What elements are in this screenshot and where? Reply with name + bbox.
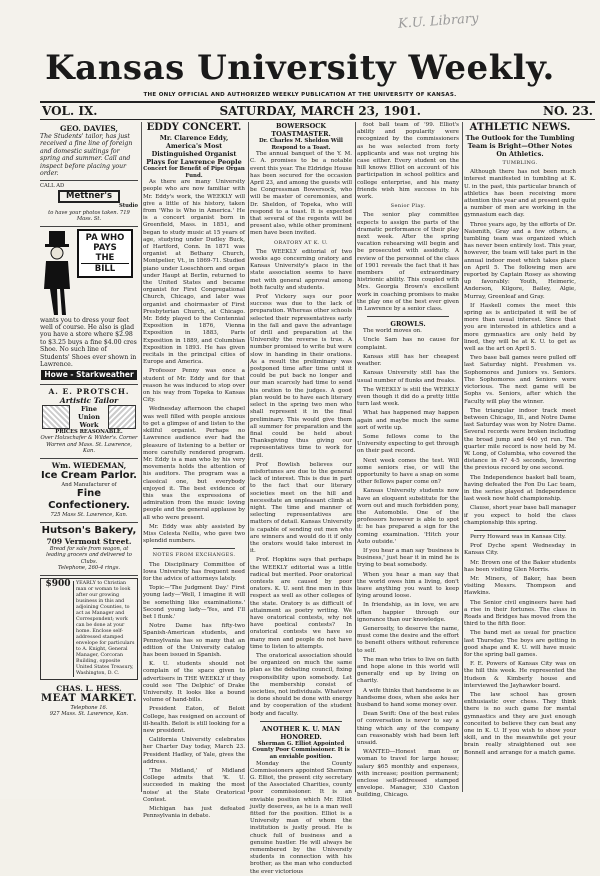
hess-address: 927 Mass. St. Lawrence, Kan.	[49, 711, 129, 718]
article-paragraph: Mr. Eddy was ably assisted by Miss Celesta Nellis, who gave two splendid numbers.	[143, 523, 245, 545]
article-deck: Sherman G. Elliot Appointed County Poor Commissioner. It is an enviable position.	[252, 740, 350, 761]
growls-column	[357, 122, 459, 799]
article-paragraph: Topic—'The Judgment Day.' First young lady—'Well, I imagine it will be something like examinations.' Second young lady—'Yes, and I'll bet I flunk.'	[143, 585, 245, 620]
article-paragraph: Kansas University still has the usual number of flunks and freaks.	[357, 370, 459, 384]
article-paragraph: If Haskell comes the meet this spring as is anticipated it will be of more than usual interest. Since that you are interested in athletics and a more gymnastics are only held by lined, they will be at K. U. to get as well as the art on April 5.	[464, 302, 576, 353]
article-paragraph: As there are many University people who are now familiar with Mr. Eddy's work, the WEEKLY will give a little of his history, taken from 'Who is Who in America.' He is a concert organist born in Greenfield, Mass. in 1851, and began to study music at 15 years of age, studying under Dudley Buck, of Hartford, Conn. In 1871 was organist at Bethany Church, Montpelier, Vt., in 1869-71. Studied piano under Loeschhorn and organ under Haupt at Berlin, returned to the United States and became organist for First Congregational Church, Chicago, and later was organist and choirmaster of First Presbyterian Church, at Chicago. Mr. Eddy played to the Centennial Exposition in 1876, Vienna Exposition in 1883, Paris Exposition in 1889, and Columbian Exposition in 1893. He has given recitals in the principal cities of Europe and America.	[143, 179, 245, 366]
davies-body: The Students' tailor, has just received a fine line of foreign and domestic suitings for spring and summer. Call and inspect before placing your order.	[40, 133, 133, 178]
toastmaster-column	[250, 122, 352, 875]
volume-label: VOL. IX.	[42, 104, 98, 118]
article-paragraph: WANTED—Honest man or woman to travel for large house; salary $65 monthly and expenses, with increase; position permanent; enclose self-addressed stamped envelope. Manager, 330 Caxton building, Chicago.	[357, 749, 459, 799]
yearly-employment-ad	[40, 578, 138, 680]
howe-starkweather-ad	[40, 227, 138, 385]
protsch-prices: PRICES REASONABLE.	[55, 428, 123, 435]
article-paragraph: Wednesday afternoon the chapel was well filled with people anxious to get a glimpse of and listen to the skillful organist. Perhaps no Lawrence audience ever had the pleasure of listening to a better or more carefully rendered program. Mr. Eddy is a man who by his very movements holds the attention of his auditors. The program was a classical one, but everybody enjoyed it. The best evidence of this was the expressions of admiration from the music loving people and the general applause by all who were present.	[143, 406, 245, 521]
article-paragraph: Some fellows come to the University expecting to get through on their past record.	[357, 433, 459, 455]
article-headline: ATHLETIC NEWS.	[469, 122, 571, 133]
article-paragraph: Clause, short year base ball manager if you expect to hold the class championship this spring.	[464, 505, 576, 526]
article-paragraph: Prof Dyche spent Wednesday in Kansas City.	[464, 543, 576, 557]
hess-name: CHAS. L. HESS.	[56, 683, 122, 693]
article-paragraph: Uncle Sam has no cause for complaint.	[357, 337, 459, 351]
hess-market: MEAT MARKET.	[41, 692, 137, 704]
article-paragraph: The Disciplinary Committee of Iowa University has frequent need for the advice of attorneys lately.	[143, 561, 245, 582]
hess-ad	[40, 682, 138, 721]
article-paragraph: Kansas still has her cheapest weather.	[357, 353, 459, 368]
article-paragraph: The band met as usual for practice last Thursday. The boys are getting in good shape and K. U. will have music for the spring ball games.	[464, 630, 576, 658]
handwritten-annotation: K.U. Library	[397, 11, 479, 32]
issue-number: NO. 23.	[543, 104, 593, 118]
article-paragraph: In friendship, as in love, we are often happier through our ignorance than our knowledge.	[357, 602, 459, 623]
hess-telephone: Telephone 16.	[70, 704, 108, 711]
article-paragraph: Next week comes the test. Will some seniors rise, or will the opportunity to have a snap on some other fellows paper come on?	[357, 457, 459, 486]
article-paragraph: Prof Bowlish believes our misfortunes are due to the general lack of interest. This is due in part to the fact that our literary societies meet on the hill and necessitate an unpleasant climb at night. The time and manner of selecting representatives are matters of detail. Kansas University is capable of sending out men who are winners and would do it if only the orators would take interest in it.	[250, 461, 352, 555]
section-divider	[367, 316, 449, 317]
mettner-note: to have your photos taken. 719 Mass. St.	[48, 209, 130, 223]
section-heading: TUMBLING.	[502, 160, 538, 166]
article-paragraph: The oratorical association should be organized on much the same plan as the debating council, fixing responsibility upon somebody. Let the membership consist of societies, not individuals. Whatever is done should be done with energy and by cooperation of the student body and faculty.	[250, 653, 352, 717]
protsch-ad	[40, 385, 138, 459]
davies-ad	[40, 122, 138, 181]
masthead-subtitle: THE ONLY OFFICIAL AND AUTHORIZED WEEKLY PUBLICATION AT THE UNIVERSITY OF KANSAS.	[143, 92, 457, 98]
hutson-ad	[40, 523, 138, 576]
pays-the-bill-sign	[77, 229, 133, 278]
pays-line-4: BILL	[81, 263, 129, 274]
column-rule	[141, 122, 142, 792]
article-paragraph: Two base ball games were pulled off last Saturday night. Freshmen vs. Sophomores and Juniors vs. Seniors. The Sophomores and Seniors were victorious. The next game will be Sophs vs. Seniors, after which the Faculty will play the winner.	[464, 355, 576, 405]
article-headline: ANOTHER K. U. MAN HONORED.	[261, 724, 341, 741]
column-rule	[462, 122, 463, 792]
hutson-body: Bread for sale from wagon, at leading grocers and delivered to Clubs.	[46, 545, 132, 565]
article-paragraph: Although there has not been much interest manifested in tumbling at K. U. in the past, this particular branch of athletics has been receiving more attention this year and at present quite a number of men are working in the gymnasium each day.	[464, 169, 576, 219]
article-headline: BOWERSOCK TOASTMASTER.	[271, 122, 331, 138]
article-paragraph: California University celebrates her Charter Day today, March 23. President Hadley, of Yale, gives the address.	[143, 737, 245, 765]
article-paragraph: foot ball team of '99. Elliot's ability and popularity were recognized by the commissioners as he was selected from forty applicants and was not urging his case either. Every student on the hill knows Elliot on account of his participation in school politics and college enterprise, and his many friends wish him success in his work.	[357, 122, 459, 201]
davies-name: GEO. DAVIES,	[59, 124, 119, 133]
howe-starkweather-name: Howe - Starkweather	[41, 370, 136, 379]
article-paragraph: Professor Penny was once a student of Mr. Eddy and for that reason he was induced to stop over on his way from Topeka to Kansas City.	[143, 368, 245, 404]
article-paragraph: Generosity, to deserve the name, must come the desire and the effort to benefit others without reference to self.	[357, 626, 459, 654]
article-paragraph: Monday the County Commissioners appointed Sherman G. Elliot, the present city secretary of the Associated Charities, county poor commissioner. It is an enviable position which Mr. Elliot justly deserves, as he is a man well fitted for the position. Elliot is a University man of whom the institution is justly proud. He is chuck full of business and a genuine hustler. He will always be remembered by the University students in connection with his brother, as the man who conducted the ever victorious	[250, 760, 352, 875]
article-paragraph: Prof. Hopkins says that perhaps the WEEKLY editorial was a little radical but merited. Poor oratorical contests are caused by poor orators. K. U. sent fine men in this respect as well as other colleges of the state. Oratory is as difficult of attainment as poetry writing. We have oratorical contests, why not have poetical contests? In oratorical contests we have so many men and people do not have time to listen to attempts.	[250, 557, 352, 650]
article-paragraph: Notre Dame has fifty-two Spanish-American students, and Pennsylvania has so many that an edition of the University catalog has been issued in Spanish.	[143, 623, 245, 658]
article-paragraph: When you hear a man say that the world owes him a living, don't leave anything you want to keep lying around loose.	[357, 571, 459, 600]
union-label-emblem	[108, 405, 136, 429]
article-paragraph: Perry Howard was in Kansas City.	[470, 533, 566, 540]
wiedeman-confectionery: Fine Confectionery.	[48, 488, 130, 512]
section-divider	[260, 721, 342, 722]
article-paragraph: Kansas University students now have an eloquent substitute for the worn out and much forbidden pony, the Automobile. One of the professors however is able to spot it: he has prepared a sign for the coming examination. 'Hitch your Auto outside.'	[357, 488, 459, 545]
article-paragraph: The law school has grown enthusiastic over chess. They think there is no such game for mental gymnastics and they are just enough conceited to believe they can beat any one in K. U. If you wish to show your skill, and in the meanwhile get your brain really straightened out see Bonnell and arrange for a match game.	[464, 692, 576, 756]
shoe-ad-body: wants you to dress your feet well of course. He also is glad you have a store where $2.98 to $3.25 buys a fine $4.00 cres Shoe. No such line of Students' Shoes ever shown in Lawrence.	[40, 316, 137, 369]
article-paragraph: The Senior civil engineers have had a rise in their fortunes. The class in Roads and Bridges has moved from the third to the fifth floor.	[464, 599, 576, 628]
protsch-title: Artistic Tailor	[59, 395, 119, 405]
mettner-studio: Studio	[119, 203, 138, 210]
article-paragraph: Prof Vickery says our poor success was due to the lack of preparation. Whereas other schools selected their representatives early in the fall and gave the advantage of drill and preparation at the University the reverse is true. A number promised to write but were slow in handing in their orations. As a result the preliminary was postponed time after time until it could be put back no longer and our man scarcely had time to send his oration to the judges. A good plan would be to have each literary select in the spring two men who shall represent it in the final preliminary. This would give them all summer for preparation and the final could be held about Thanksgiving thus giving our representatives time to work for drill.	[250, 294, 352, 459]
pays-line-1: PA WHO	[85, 232, 125, 243]
protsch-name: A. E. PROTSCH.	[48, 386, 130, 396]
article-deck: Mr. Clarence Eddy, America's Most Distinguished Organist Plays for Lawrence People	[146, 134, 242, 166]
article-paragraph: 'The Midland,' of Midland College admits that 'K. U. succeeded in making the most noise' at the State Oratorical Contest.	[143, 768, 245, 803]
wiedeman-ice-cream: Ice Cream Parlor.	[41, 469, 137, 481]
article-paragraph: The senior play committee expects to assign the parts of the dramatic performance of their play next week. After the spring vacation rehearsing will begin and be prosecuted with assiduity. A review of the personnel of the class of 1901 reveals the fact that it has members of extraordinary histrionic ability. This coupled with Mrs. Georgia Brown's excellent work in coaching promises to make the play one of the best ever given in Lawrence by a senior class.	[357, 212, 459, 313]
protsch-work: Work	[79, 420, 99, 429]
article-paragraph: President Eaton, of Beloit College, has resigned on account of ill-health. Beloit is still looking for a new president.	[143, 706, 245, 735]
protsch-fine: Fine	[81, 404, 97, 413]
article-paragraph: F. E. Powers of Kansas City was on the hill this week. He represented the Hudson & Kimberly house and interviewed the Jayhawker board.	[464, 661, 576, 689]
hutson-address: 709 Vermont Street.	[46, 536, 132, 546]
top-hat-man-illustration	[40, 229, 74, 317]
union-label-emblem	[42, 405, 70, 429]
protsch-address: Over Holzschafer & Wilder's. Corner Warren and Mass. St. Lawrence, Kan.	[40, 435, 138, 455]
pays-line-3: THE	[95, 252, 115, 263]
article-deck: The Outlook for the Tumbling Team is Bright—Other Notes On Athletics.	[465, 134, 575, 158]
article-headline: EDDY CONCERT.	[146, 122, 242, 133]
article-paragraph: Mr. Brown one of the Baker students has been visiting Glen Morris.	[464, 559, 576, 573]
eddy-concert-column	[143, 122, 245, 820]
advertisement-column	[40, 122, 138, 792]
article-paragraph: Michigan has just defeated Pennsylvania in debate.	[143, 806, 245, 820]
pays-line-2: PAYS	[93, 242, 117, 253]
article-paragraph: The WEEKLY editorial of two weeks ago concerning oratory and Kansas University's place in the state association seems to have met with general approval among both faculty and students.	[250, 248, 352, 291]
hutson-telephone: Telephone, 260-4 rings.	[57, 565, 121, 572]
wiedeman-name: Wm. WIEDEMAN,	[51, 460, 127, 470]
article-headline: GROWLS.	[390, 320, 426, 329]
wiedeman-ad	[40, 459, 138, 523]
article-paragraph: Mr. Miners, of Baker, has been visiting Messrs. Thompson and Hawkins.	[464, 575, 576, 597]
wiedeman-address: 725 Mass St. Lawrence, Kan.	[50, 512, 128, 519]
article-subdeck: Concert for Benefit of Pipe Organ Fund.	[143, 166, 245, 179]
article-paragraph: Dean Swift: One of the best rules of conversation is never to say a thing which any of the company can reasonably wish had been left unsaid.	[357, 711, 459, 747]
article-paragraph: K. U. students should not complain of the space given to advertisers in THE WEEKLY if they could see 'The Delphic' of Drake University. It looks like a bound volume of hand-bills.	[143, 661, 245, 704]
dateline	[40, 101, 595, 120]
section-divider	[474, 530, 566, 531]
article-paragraph: The triangular indoor track meet between Chicago, Ill., and Notre Dame last Saturday was won by Notre Dame. Several records were broken including the broad jump and 440 yd run. The quarter mile record is now held by M. W. Long, of Columbia, who covered the distance in 47 4-5 seconds, lowering the previous record by one second.	[464, 407, 576, 472]
article-paragraph: The Independence basket ball team, having defeated the Fon Du Lac team, in the series played at Independence last week now hold championship.	[464, 474, 576, 503]
section-heading: Senior Play.	[390, 203, 426, 210]
article-paragraph: Three years ago, by the efforts of Dr. Naismith, Gray and a few others, a tumbling team was organized which has never been entirely lost. This year, however, the team will take part in the annual indoor meet which takes place on April 5. The following men are reported by Captain Rosey as showing up favorably: Youth, Heimeric, Anderson, Kilgore, Bailey, Algie, Murray, Greenleaf and Gray.	[464, 221, 576, 300]
mettner-call: CALL AD	[40, 183, 65, 190]
article-paragraph: A wife thinks that handsome is as handsome does, when she asks her husband to hand some money over.	[357, 687, 459, 709]
yearly-price: $900	[43, 581, 74, 677]
section-divider	[153, 548, 235, 549]
article-paragraph: What has happened may happen again and maybe much the same sort of write up.	[357, 410, 459, 431]
section-heading: ORATORY AT K. U.	[273, 239, 329, 246]
mettner-name: Mettner's	[58, 190, 120, 203]
article-paragraph: If you hear a man say 'business is business,' just hear it in mind he is trying to beat somebody.	[357, 547, 459, 569]
issue-date: SATURDAY, MARCH 23, 1901.	[219, 104, 421, 118]
column-rule	[355, 122, 356, 792]
article-paragraph: The man who tries to live on faith and hope alone in this world will generally end up by living on charity.	[357, 656, 459, 685]
wiedeman-and: And Manufacturer of	[61, 481, 117, 488]
article-paragraph: The WEEKLY is still the WEEKLY even though it did do a pretty little turn last week.	[357, 386, 459, 408]
protsch-union: Union	[78, 412, 100, 421]
article-deck: Dr. Charles M. Sheldon Will Respond to a Toast.	[259, 138, 343, 151]
masthead-title: Kansas University Weekly.	[45, 48, 555, 88]
hutson-name: Hutson's Bakery,	[41, 524, 137, 536]
athletic-news-column	[464, 122, 576, 792]
article-paragraph: The world moves on.	[363, 328, 422, 335]
yearly-body: YEARLY to Christian man or woman to look after our growing business in this and adjoining Counties, to act as Manager and Correspondent; work can be done at your home. Enclose self-addressed stamped envelope for particulars to A. Knight, General Manager, Corcoran Building, opposite United States Treasury, Washington, D. C.	[76, 580, 135, 676]
section-heading: NOTES FROM EXCHANGES.	[152, 552, 236, 559]
mettner-ad	[40, 181, 138, 226]
article-paragraph: The annual banquet of the Y. M. C. A. promises to be a notable event this year. The Eldridge House has been secured for the occasion April 23, and among the guests will be Congressman Bowersock, who will be master of ceremonies, and Dr. Sheldon, of Topeka, who will respond to a toast. It is expected that several of the regents will be present also, while other prominent men have been invited.	[250, 151, 352, 237]
column-rule	[248, 122, 249, 792]
